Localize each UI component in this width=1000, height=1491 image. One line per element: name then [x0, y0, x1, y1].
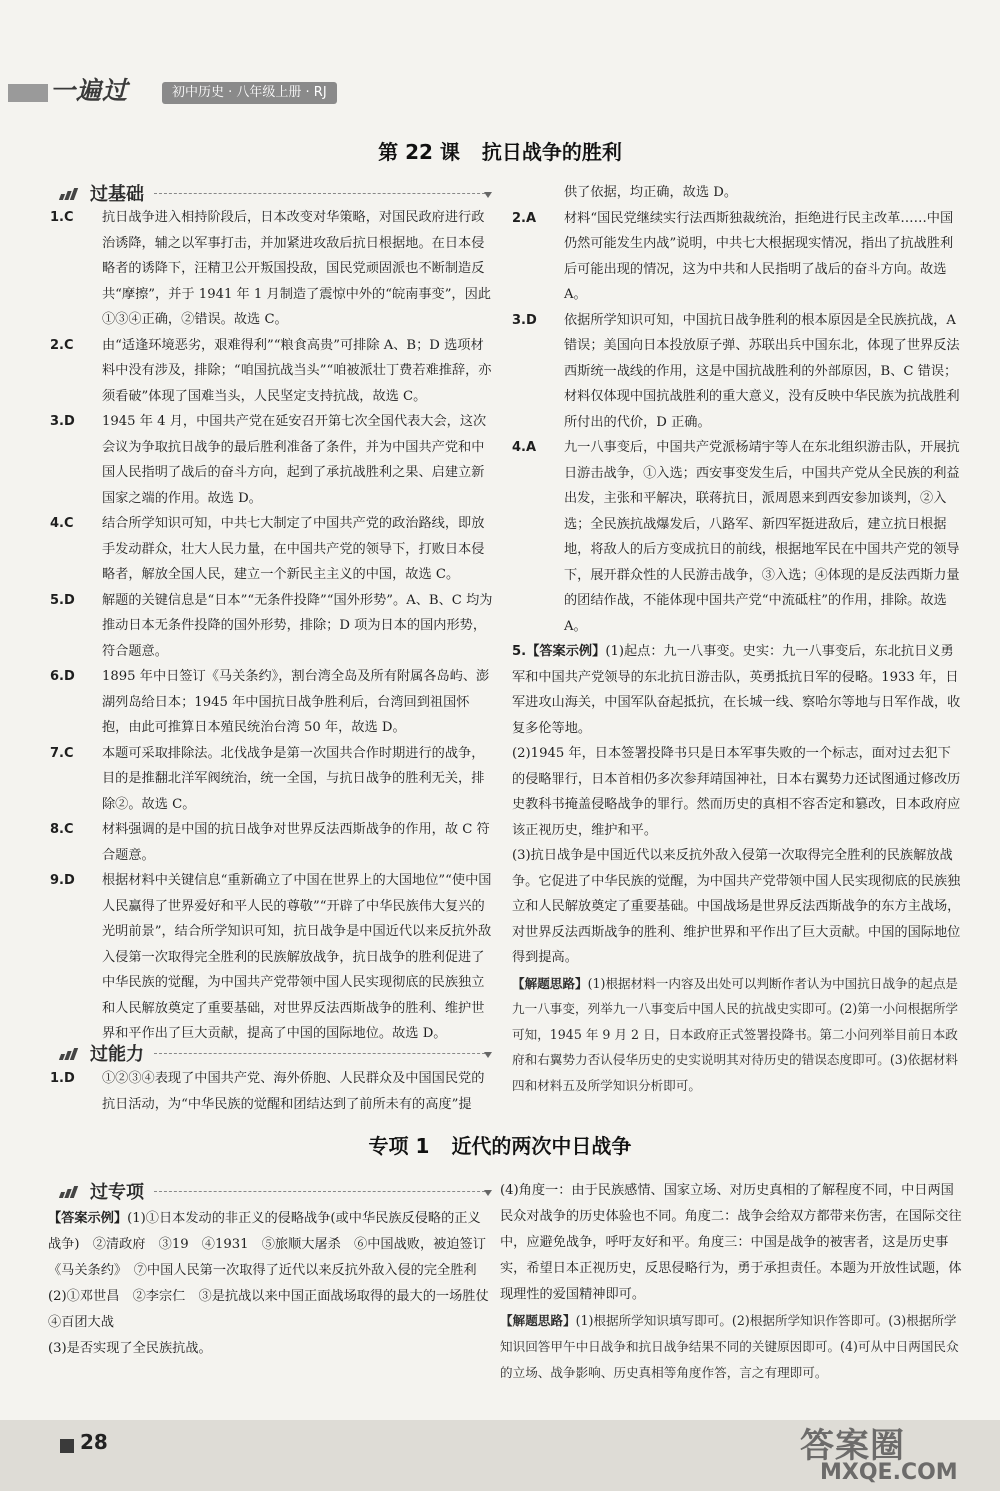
left-answer-column	[50, 205, 495, 1047]
special-topic-name: 近代的两次中日战争	[451, 1134, 632, 1158]
special-answer-3: (3)是否实现了全民族抗战。	[48, 1341, 212, 1356]
answer-number: 2.C	[50, 337, 74, 353]
special-answer-1: (1)①日本发动的非正义的侵略战争(或中华民族反侵略的正义战争) ②清政府 ③19 ④1931 ⑤旅顺大屠杀 ⑥中国战败，被迫签订《马关条约》 ⑦中国人民第一次取得了近代以来反抗外敌入侵的完全胜利	[48, 1211, 486, 1278]
section-special-label: 过专项	[90, 1182, 144, 1203]
special-left-column	[48, 1206, 502, 1362]
section-bars-icon	[60, 186, 82, 200]
answer-number: 6.D	[50, 669, 75, 684]
answer-item	[512, 206, 962, 308]
answer-number: 4.C	[50, 516, 74, 531]
answer-number: 7.C	[50, 745, 74, 761]
answer-example-tag: 【答案示例】	[48, 1211, 128, 1226]
answer-text: 由“适逢环境恶劣，艰难得利”“粮食高贵”可排除 A、B；D 选项材料中没有涉及，排除；“咱国抗战当头”“咱被派壮丁费若难推辞，亦须看破”体现了国难当头，人民坚定支持抗战，故选 C。	[102, 337, 492, 404]
page-header	[0, 72, 460, 112]
answer-number: 3.D	[512, 312, 537, 328]
section-ability-label: 过能力	[90, 1044, 144, 1065]
solution-hint-tag: 【解题思路】	[500, 1313, 576, 1328]
answer-text: 材料强调的是中国的抗日战争对世界反法西斯战争的作用，故 C 符合题意。	[102, 822, 490, 863]
answer-number: 2.A	[512, 210, 537, 226]
watermark-logo: 答案圈	[800, 1426, 905, 1466]
section-divider	[154, 1053, 490, 1054]
answer-item	[50, 588, 495, 665]
answer-part-1: (1)起点：九一八事变。史实：九一八事变后，东北抗日义勇军和中国共产党领导的东北抗日游击队，英勇抵抗日军的侵略。1933 年，日军进攻山海关，中国军队奋起抵抗，在长城一线、察哈尔等地与日军作战，收复多伦等地。	[512, 644, 961, 736]
answer-text: 九一八事变后，中国共产党派杨靖宇等人在东北组织游击队，开展抗日游击战争，①入选；西安事变发生后，中国共产党从全民族的利益出发，主张和平解决，联蒋抗日，派周恩来到西安参加谈判，②入选；全民族抗战爆发后，八路军、新四军挺进敌后，建立抗日根据地，将敌人的后方变成抗日的前线，根据地军民在中国共产党的领导下，展开群众性的人民游击战争，③入选；④体现的是反法西斯力量的团结作战，不能体现中国共产党“中流砥柱”的作用，排除。故选 A。	[564, 440, 960, 634]
section-bars-icon	[60, 1184, 82, 1198]
section-special-header	[60, 1178, 490, 1204]
answer-item	[50, 741, 495, 818]
answer-continuation: 供了依据，均正确，故选 D。	[564, 185, 738, 200]
page-number: 28	[80, 1430, 108, 1454]
answer-text: 解题的关键信息是“日本”“无条件投降”“国外形势”。A、B、C 均为推动日本无条件投降的国外形势，排除；D 项为日本的国内形势，符合题意。	[102, 592, 493, 659]
section-bars-icon	[60, 1046, 82, 1060]
lesson-title	[0, 136, 1000, 165]
solution-hint-text: (1)根据材料一内容及出处可以判断作者认为中国抗日战争的起点是九一八事变，列举九一八事变后中国人民的抗战史实即可。(2)第一小问根据所学可知，1945 年 9 月 2 日，日本政府正式签署投降书。第二小问列举目前日本政府和右翼势力否认侵华历史的史实说明其对待历史的错误态度即可。(3)依据材料四和材料五及所学知识分析即可。	[512, 975, 959, 1093]
answer-part-2: (2)1945 年，日本签署投降书只是日本军事失败的一个标志，面对过去犯下的侵略罪行，日本首相仍多次参拜靖国神社，日本右翼势力还试图通过修改历史教科书掩盖侵略战争的罪行。然而历史的真相不容否定和篡改，日本政府应该正视历史，维护和平。	[512, 746, 961, 838]
section-basic-header	[60, 180, 490, 206]
section-divider	[154, 193, 490, 194]
book-subtitle: 初中历史 · 八年级上册 · RJ	[162, 82, 337, 104]
special-answer-4: (4)角度一：由于民族感情、国家立场、对历史真相的了解程度不同，中日两国民众对战争的历史体验也不同。角度二：战争会给双方都带来伤害，在国际交往中，应避免战争，呼吁友好和平。角度三：中国是战争的被害者，这是历史事实，希望日本正视历史，反思侵略行为，勇于承担责任。本题为开放性试题，体现理性的爱国精神即可。	[500, 1183, 962, 1302]
series-logo: 一遍过	[50, 76, 129, 105]
section-basic-label: 过基础	[90, 184, 144, 205]
answer-text: 本题可采取排除法。北伐战争是第一次国共合作时期进行的战争，目的是推翻北洋军阀统治，统一全国，与抗日战争的胜利无关，排除②。故选 C。	[102, 745, 485, 812]
answer-text: 材料“国民党继续实行法西斯独裁统治，拒绝进行民主改革……中国仍然可能发生内战”说明，中共七大根据现实情况，指出了抗战胜利后可能出现的情况，这为中共和人民指明了战后的奋斗方向。故选 A。	[564, 210, 954, 302]
answer-number: 1.C	[50, 210, 74, 225]
answer-item	[50, 868, 495, 1047]
answer-item	[50, 511, 495, 588]
right-answer-column	[512, 180, 962, 1098]
special-topic-number: 专项 1	[368, 1134, 430, 1158]
answer-text: 依据所学知识可知，中国抗日战争胜利的根本原因是全民族抗战，A 错误；美国向日本投放原子弹、苏联出兵中国东北，体现了世界反法西斯统一战线的作用，这是中国抗战胜利的外部原因，B、C 错误；材料仅体现中国抗战胜利的重大意义，没有反映中华民族为抗战胜利所付出的代价，D 正确。	[564, 312, 960, 430]
answer-number: 1.D	[50, 1071, 75, 1086]
answer-item	[50, 1066, 495, 1117]
lesson-number: 第 22 课	[378, 140, 460, 164]
answer-item	[50, 205, 495, 333]
header-band	[8, 84, 48, 102]
answer-number: 9.D	[50, 873, 75, 888]
watermark-url: MXQE.COM	[820, 1460, 958, 1485]
answer-example-tag: 【答案示例】	[526, 644, 606, 659]
answer-item	[512, 308, 962, 436]
answer-text: 1895 年中日签订《马关条约》，割台湾全岛及所有附属各岛屿、澎湖列岛给日本；1945 年中国抗日战争胜利后，台湾回到祖国怀抱，由此可推算日本殖民统治台湾 50 年，故选 D。	[102, 669, 490, 735]
answer-item	[50, 333, 495, 410]
answer-number: 3.D	[50, 414, 75, 429]
lesson-name: 抗日战争的胜利	[481, 140, 622, 164]
answer-text: 结合所学知识可知，中共七大制定了中国共产党的政治路线，即放手发动群众，壮大人民力量，在中国共产党的领导下，打败日本侵略者，解放全国人民，建立一个新民主主义的中国，故选 C。	[102, 516, 485, 582]
answer-item	[512, 435, 962, 639]
solution-hint-text: (1)根据所学知识填写即可。(2)根据所学知识作答即可。(3)根据所学知识回答甲午中日战争和抗日战争结果不同的关键原因即可。(4)可从中日两国民众的立场、战争影响、历史真相等角度作答，言之有理即可。	[500, 1313, 959, 1380]
answer-number: 4.A	[512, 440, 537, 455]
solution-hint-tag: 【解题思路】	[512, 975, 588, 991]
special-answer-2: (2)①邓世昌 ②李宗仁 ③是抗战以来中国正面战场取得的最大的一场胜仗 ④百团大战	[48, 1289, 502, 1330]
answer-item	[50, 664, 495, 741]
answer-number: 8.C	[50, 822, 74, 837]
special-right-column	[500, 1178, 962, 1386]
answer-item-5	[512, 639, 962, 1098]
answer-part-3: (3)抗日战争是中国近代以来反抗外敌入侵第一次取得完全胜利的民族解放战争。它促进了中华民族的觉醒，为中国共产党带领中国人民实现彻底的民族独立和人民解放奠定了重要基础。中国战场是世界反法西斯战争的东方主战场，对世界反法西斯战争的胜利、维护世界和平作出了巨大贡献。中国的国际地位得到提高。	[512, 848, 961, 965]
section-ability-header	[60, 1040, 490, 1066]
special-topic-title	[0, 1130, 1000, 1159]
section-divider	[154, 1191, 490, 1192]
answer-text: 1945 年 4 月，中国共产党在延安召开第七次全国代表大会，这次会议为争取抗日战争的最后胜利准备了条件，并为中国共产党和中国人民指明了战后的奋斗方向，起到了承抗战胜利之果、启建立新国家之端的作用。故选 D。	[102, 414, 487, 506]
answer-item	[50, 409, 495, 511]
page-marker-icon	[60, 1439, 74, 1453]
answer-text: 根据材料中关键信息“重新确立了中国在世界上的大国地位”“使中国人民赢得了世界爱好和平人民的尊敬”“开辟了中华民族伟大复兴的光明前景”，结合所学知识可知，抗日战争是中国近代以来反抗外敌入侵第一次取得完全胜利的民族解放战争，抗日战争的胜利促进了中华民族的觉醒，为中国共产党带领中国人民实现彻底的民族独立和人民解放奠定了重要基础，对世界反法西斯战争的胜利、维护世界和平作出了巨大贡献，提高了中国的国际地位。故选 D。	[102, 873, 492, 1041]
answer-number: 5.	[512, 644, 527, 659]
answer-item	[50, 817, 495, 868]
answer-number: 5.D	[50, 592, 75, 608]
answer-text: ①②③④表现了中国共产党、海外侨胞、人民群众及中国国民党的抗日活动，为“中华民族的觉醒和团结达到了前所未有的高度”提	[102, 1071, 485, 1112]
ability-column	[50, 1066, 495, 1117]
answer-text: 抗日战争进入相持阶段后，日本改变对华策略，对国民政府进行政治诱降，辅之以军事打击，并加紧进攻敌后抗日根据地。在日本侵略者的诱降下，汪精卫公开叛国投敌，国民党顽固派也不断制造反共“摩擦”，并于 1941 年 1 月制造了震惊中外的“皖南事变”，因此①③④正确，②错误。故选 C。	[102, 210, 491, 327]
